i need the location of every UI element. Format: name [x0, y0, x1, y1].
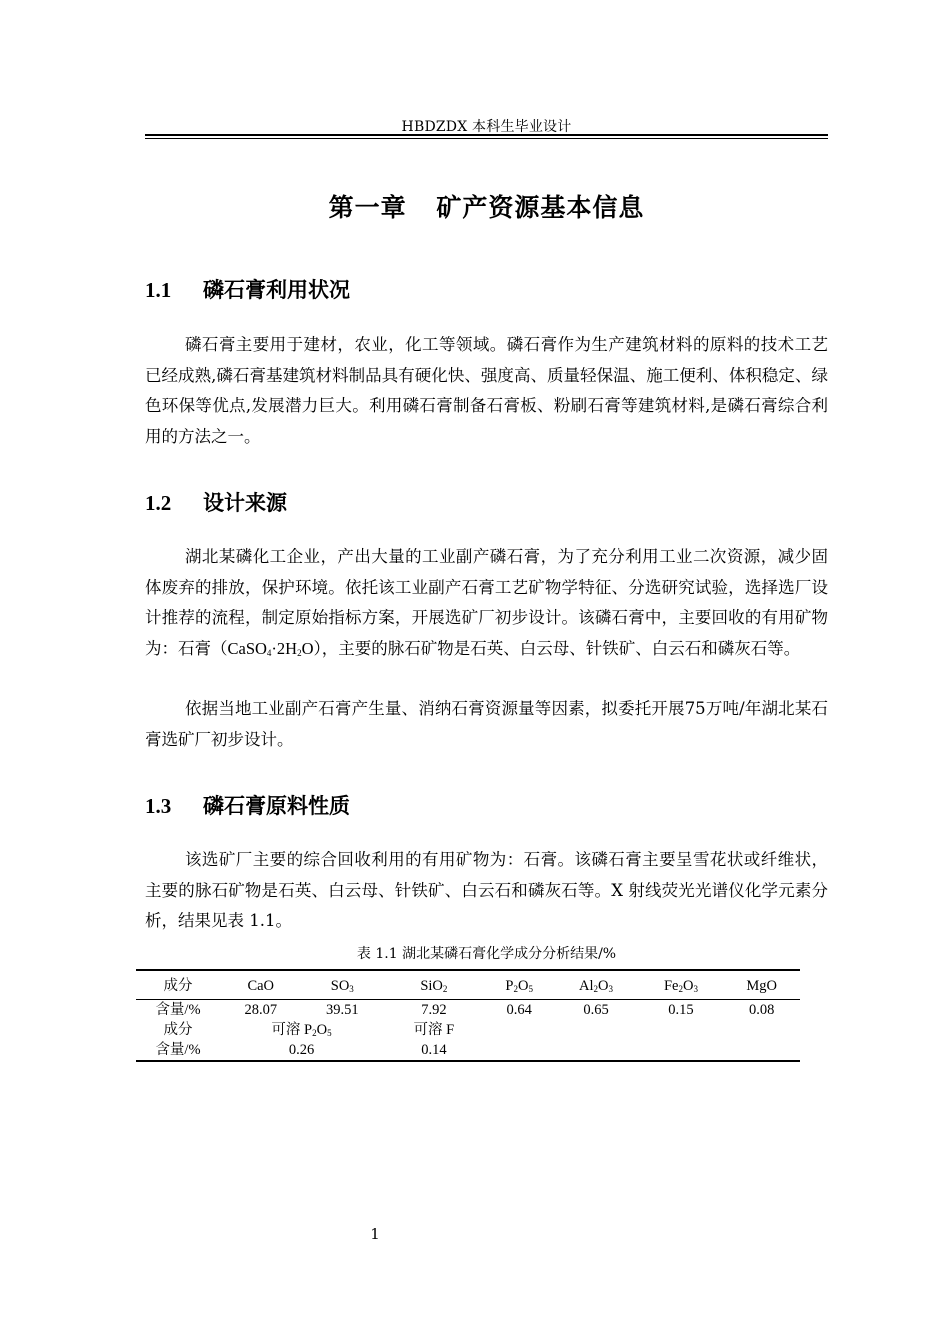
row-label: 含量/% — [155, 1002, 201, 1018]
table-cell: 0.26 — [220, 1040, 383, 1061]
row-label: 成分 — [136, 970, 220, 1000]
column-header: $P_2O_5$ — [485, 970, 554, 1000]
table-cell: 0.64 — [506, 1002, 532, 1018]
table-cell: 0.65 — [583, 1002, 609, 1018]
table-row — [136, 1020, 800, 1040]
paragraph: 该选矿厂主要的综合回收利用的有用矿物为：石膏。该磷石膏主要呈雪花状或纤维状，主要的脉石矿物是石英、白云母、针铁矿、白云石和磷灰石等。X 射线荧光光谱仪化学元素分析，结果见表 1.1。 — [145, 850, 828, 930]
table-cell: 0.08 — [749, 1002, 775, 1018]
chapter-title: 第一章 矿产资源基本信息 — [328, 193, 645, 222]
section-title: 设计来源 — [203, 491, 287, 515]
section-heading — [145, 274, 350, 304]
section-heading — [145, 487, 287, 517]
column-header: $Fe_2O_3$ — [639, 970, 724, 1000]
table-row — [136, 1040, 800, 1061]
table-cell: 28.07 — [244, 1002, 278, 1018]
column-header: SiO$_2$ — [383, 970, 485, 1000]
paragraph: 磷石膏主要用于建材，农业，化工等领域。磷石膏作为生产建筑材料的原料的技术工艺已经成熟,磷石膏基建筑材料制品具有硬化快、强度高、质量轻保温、施工便利、体积稳定、绿色环保等优点,发展潜力巨大。利用磷石膏制备石膏板、粉刷石膏等建筑材料,是磷石膏综合利用的方法之一。 — [145, 335, 828, 446]
table-cell: 0.14 — [383, 1040, 485, 1061]
column-header: 可溶 F — [413, 1022, 455, 1038]
section-title: 磷石膏利用状况 — [203, 278, 350, 302]
table-cell: 39.51 — [325, 1002, 359, 1018]
table-header-row — [136, 970, 800, 1000]
section-heading — [145, 790, 350, 820]
column-header: 可溶 $P_2O_5$ — [271, 1022, 332, 1038]
section-title: 磷石膏原料性质 — [203, 794, 350, 818]
page-header: HBDZDX 本科生毕业设计 — [401, 119, 572, 135]
table-cell: 0.15 — [668, 1002, 694, 1018]
page-number: 1 — [370, 1225, 380, 1243]
paragraph: 依据当地工业副产石膏产生量、消纳石膏资源量等因素，拟委托开展75万吨/年湖北某石膏选矿厂初步设计。 — [145, 699, 828, 749]
section-number: 1.3 — [145, 794, 172, 818]
section-number: 1.1 — [145, 278, 172, 302]
row-label: 成分 — [163, 1022, 193, 1038]
table-caption: 表 1.1 湖北某磷石膏化学成分分析结果/% — [356, 946, 617, 962]
column-header: CaO — [220, 970, 302, 1000]
section-number: 1.2 — [145, 491, 172, 515]
chemical-formula: $CaSO_4\cdot 2H_2O$ — [227, 638, 314, 658]
paragraph-text: ），主要的脉石矿物是石英、白云母、针铁矿、白云石和磷灰石等。 — [313, 638, 801, 658]
column-header: $Al_2O_3$ — [554, 970, 639, 1000]
paragraph-text: 湖北某磷化工企业，产出大量的工业副产磷石膏，为了充分利用工业二次资源，减少固体废弃的排放，保护环境。依托该工业副产石膏工艺矿物学特征、分选研究试验，选择选厂设计推荐的流程，制定原始指标方案，开展选矿厂初步设计。该磷石膏中，主要回收的有用矿物为：石膏（ — [145, 547, 828, 658]
paragraph — [145, 542, 828, 664]
column-header: $SO_3$ — [302, 970, 384, 1000]
header-divider — [145, 134, 828, 139]
table-cell: 7.92 — [421, 1002, 447, 1018]
composition-table — [136, 969, 800, 1062]
table-row — [136, 1000, 800, 1021]
row-label: 含量/% — [136, 1040, 220, 1061]
column-header: MgO — [723, 970, 800, 1000]
